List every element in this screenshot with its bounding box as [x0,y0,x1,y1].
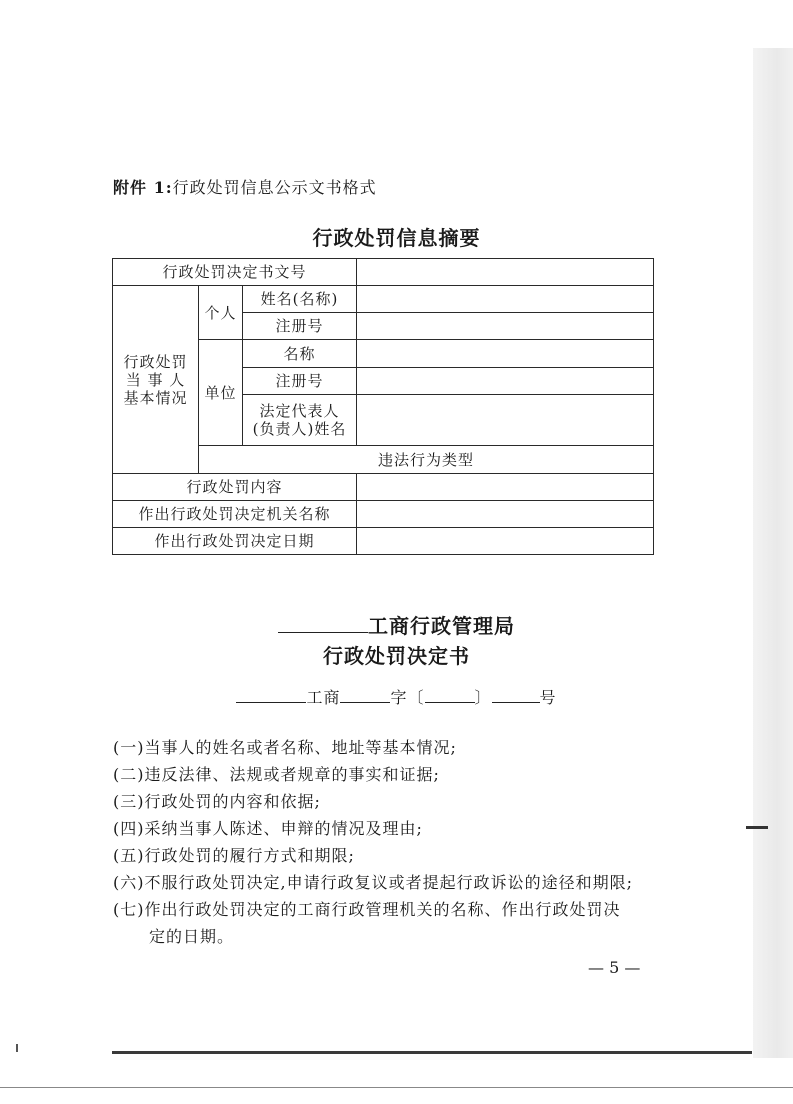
scan-dot [16,1044,18,1052]
page-number: — 5 — [588,958,641,977]
list-item: (五)行政处罚的履行方式和期限; [113,846,355,865]
label-penalty-content: 行政处罚内容 [113,474,357,501]
label-individual-reg: 注册号 [243,313,357,340]
docno-part-1: 工商 [306,688,341,707]
table-row [113,474,654,501]
docno-blank-4 [492,686,540,703]
label-violation-type: 违法行为类型 [199,446,654,474]
label-party-info: 行政处罚 当 事 人 基本情况 [113,286,199,474]
value-decision-no [357,259,654,286]
docno-blank-3 [425,686,475,703]
attachment-heading [113,175,377,198]
summary-table-title: 行政处罚信息摘要 [312,226,481,250]
docno-part-4: 号 [539,688,557,707]
value-legal-rep [357,395,654,446]
scan-mark [746,826,768,829]
bottom-rule [112,1051,752,1054]
list-item: (七)作出行政处罚决定的工商行政管理机关的名称、作出行政处罚决 [113,900,621,919]
value-individual-name [357,286,654,313]
attachment-title: 行政处罚信息公示文书格式 [172,178,377,197]
document-number-line [0,685,793,708]
label-decision-no: 行政处罚决定书文号 [113,259,357,286]
label-decision-date: 作出行政处罚决定日期 [113,528,357,555]
decision-title: 行政处罚决定书 [323,644,470,668]
label-unit-reg: 注册号 [243,368,357,395]
list-item: (一)当事人的姓名或者名称、地址等基本情况; [113,738,457,757]
bureau-name: 工商行政管理局 [368,614,515,638]
table-row [113,259,654,286]
list-item: (二)违反法律、法规或者规章的事实和证据; [113,765,440,784]
table-row [113,528,654,555]
value-decision-date [357,528,654,555]
page-edge-line [0,1087,793,1088]
docno-blank-1 [236,686,306,703]
list-item: (六)不服行政处罚决定,申请行政复议或者提起行政诉讼的途径和期限; [113,873,633,892]
list-item-continuation: 定的日期。 [149,927,235,946]
legal-rep-line-1: 法定代表人 [259,402,340,420]
docno-part-2: 字〔 [390,688,425,707]
docno-part-3: 〕 [474,688,492,707]
bureau-heading [0,610,793,639]
label-unit: 单位 [199,340,243,446]
label-unit-name: 名称 [243,340,357,368]
label-authority-name: 作出行政处罚决定机关名称 [113,501,357,528]
content-items-list [113,735,673,951]
attachment-prefix: 附件 1: [113,178,173,197]
list-item: (四)采纳当事人陈述、申辩的情况及理由; [113,819,423,838]
docno-blank-2 [340,686,390,703]
value-unit-name [357,340,654,368]
label-individual: 个人 [199,286,243,340]
value-penalty-content [357,474,654,501]
label-legal-rep [243,395,357,446]
bureau-blank [278,616,368,633]
penalty-info-table [112,258,654,555]
value-authority-name [357,501,654,528]
scan-edge-shadow [753,48,793,1058]
list-item: (三)行政处罚的内容和依据; [113,792,321,811]
value-individual-reg [357,313,654,340]
table-row [113,501,654,528]
label-individual-name: 姓名(名称) [243,286,357,313]
legal-rep-line-2: (负责人)姓名 [252,420,347,438]
value-unit-reg [357,368,654,395]
table-row [113,286,654,313]
